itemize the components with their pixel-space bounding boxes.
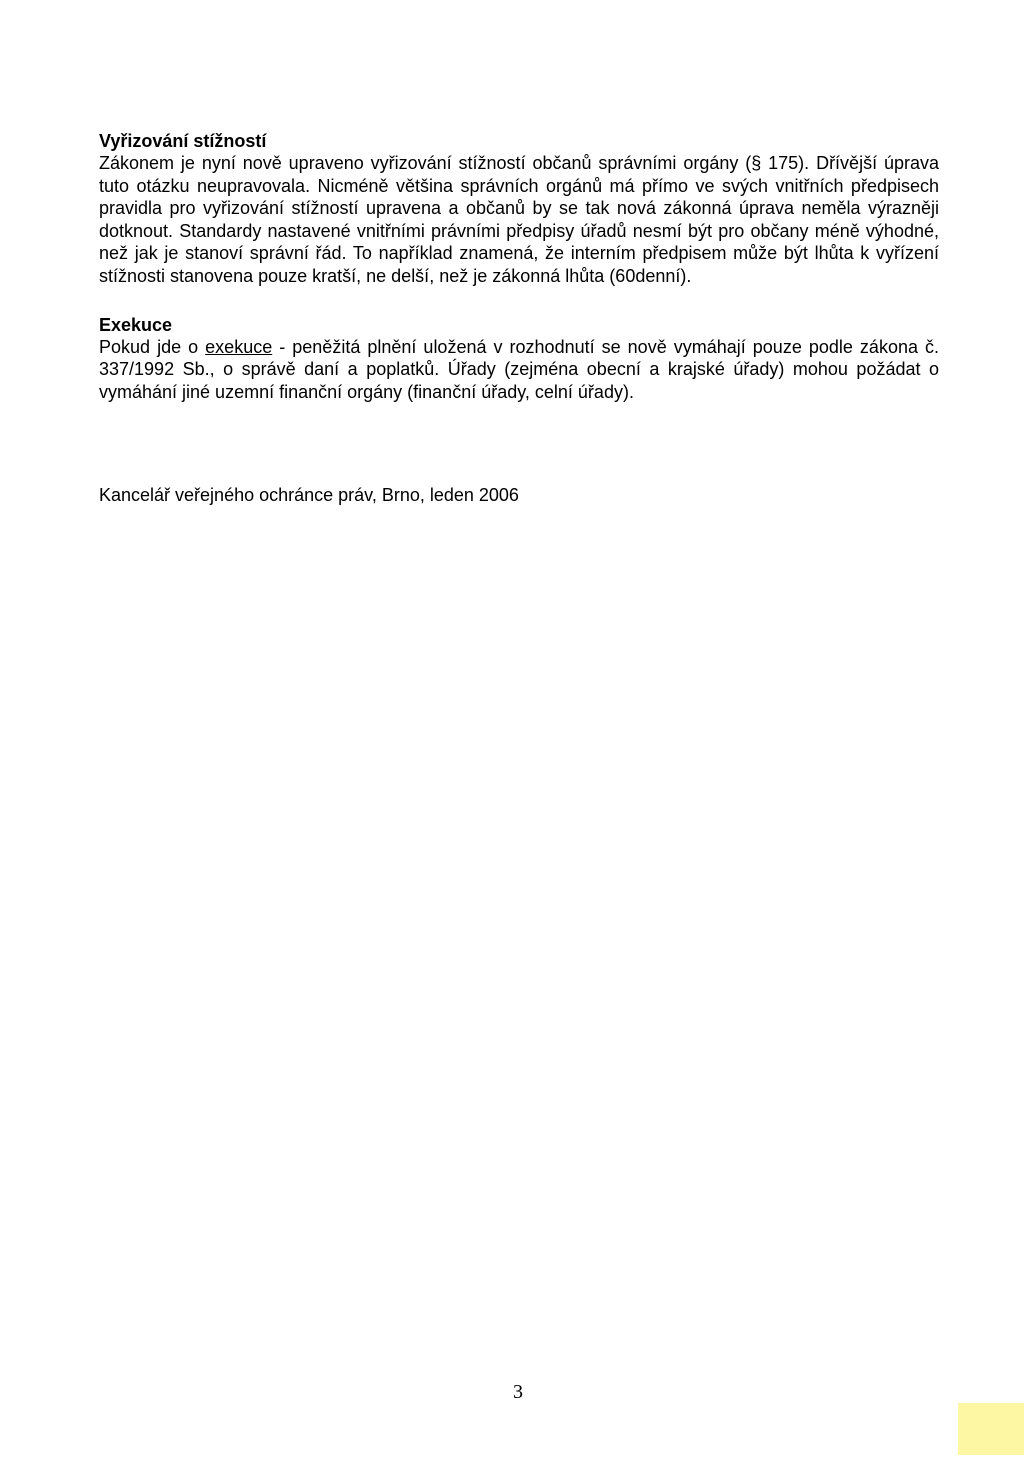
section-heading-complaints: Vyřizování stížností (99, 131, 267, 151)
note-marker[interactable] (958, 1403, 1024, 1455)
execution-link[interactable]: exekuce (205, 336, 273, 357)
document-content (99, 130, 939, 429)
execution-body-start: Pokud jde o (99, 336, 206, 357)
page-number: 3 (513, 1381, 523, 1403)
office-signature-line: Kancelář veřejného ochránce práv, Brno, leden 2006 (99, 485, 519, 505)
section-heading-execution: Exekuce (99, 314, 173, 335)
section-body-complaints: Zákonem je nyní nově upraveno vyřizování stížností občanů správními orgány (§ 175). Dřívější úprava tuto otázku neupravovala. Nicméně většina správních orgánů má přímo ve svých vnitřních předpisech pravidla pro vyřizování stížností upravena a občanů by se tak nová zákonná úprava neměla výrazněji dotknout. Standardy nastavené vnitřními právními předpisy úřadů nesmí být pro občany méně výhodné, než jak je stanoví správní řád. To například znamená, že interním předpisem může být lhůta k vyřízení stížnosti stanovena pouze kratší, ne delší, než je zákonná lhůta (60denní). (99, 153, 939, 286)
section-execution (99, 314, 939, 404)
section-body-execution (99, 336, 939, 404)
execution-body-rest: - peněžitá plnění uložená v rozhodnutí se nově vymáhají pouze podle zákona č. 337/1992 Sb., o správě daní a poplatků. Úřady (zejména obecní a krajské úřady) mohou požádat o vymáhání jiné uzemní finanční orgány (finanční úřady, celní úřady). (99, 336, 940, 402)
section-complaints (99, 130, 939, 288)
